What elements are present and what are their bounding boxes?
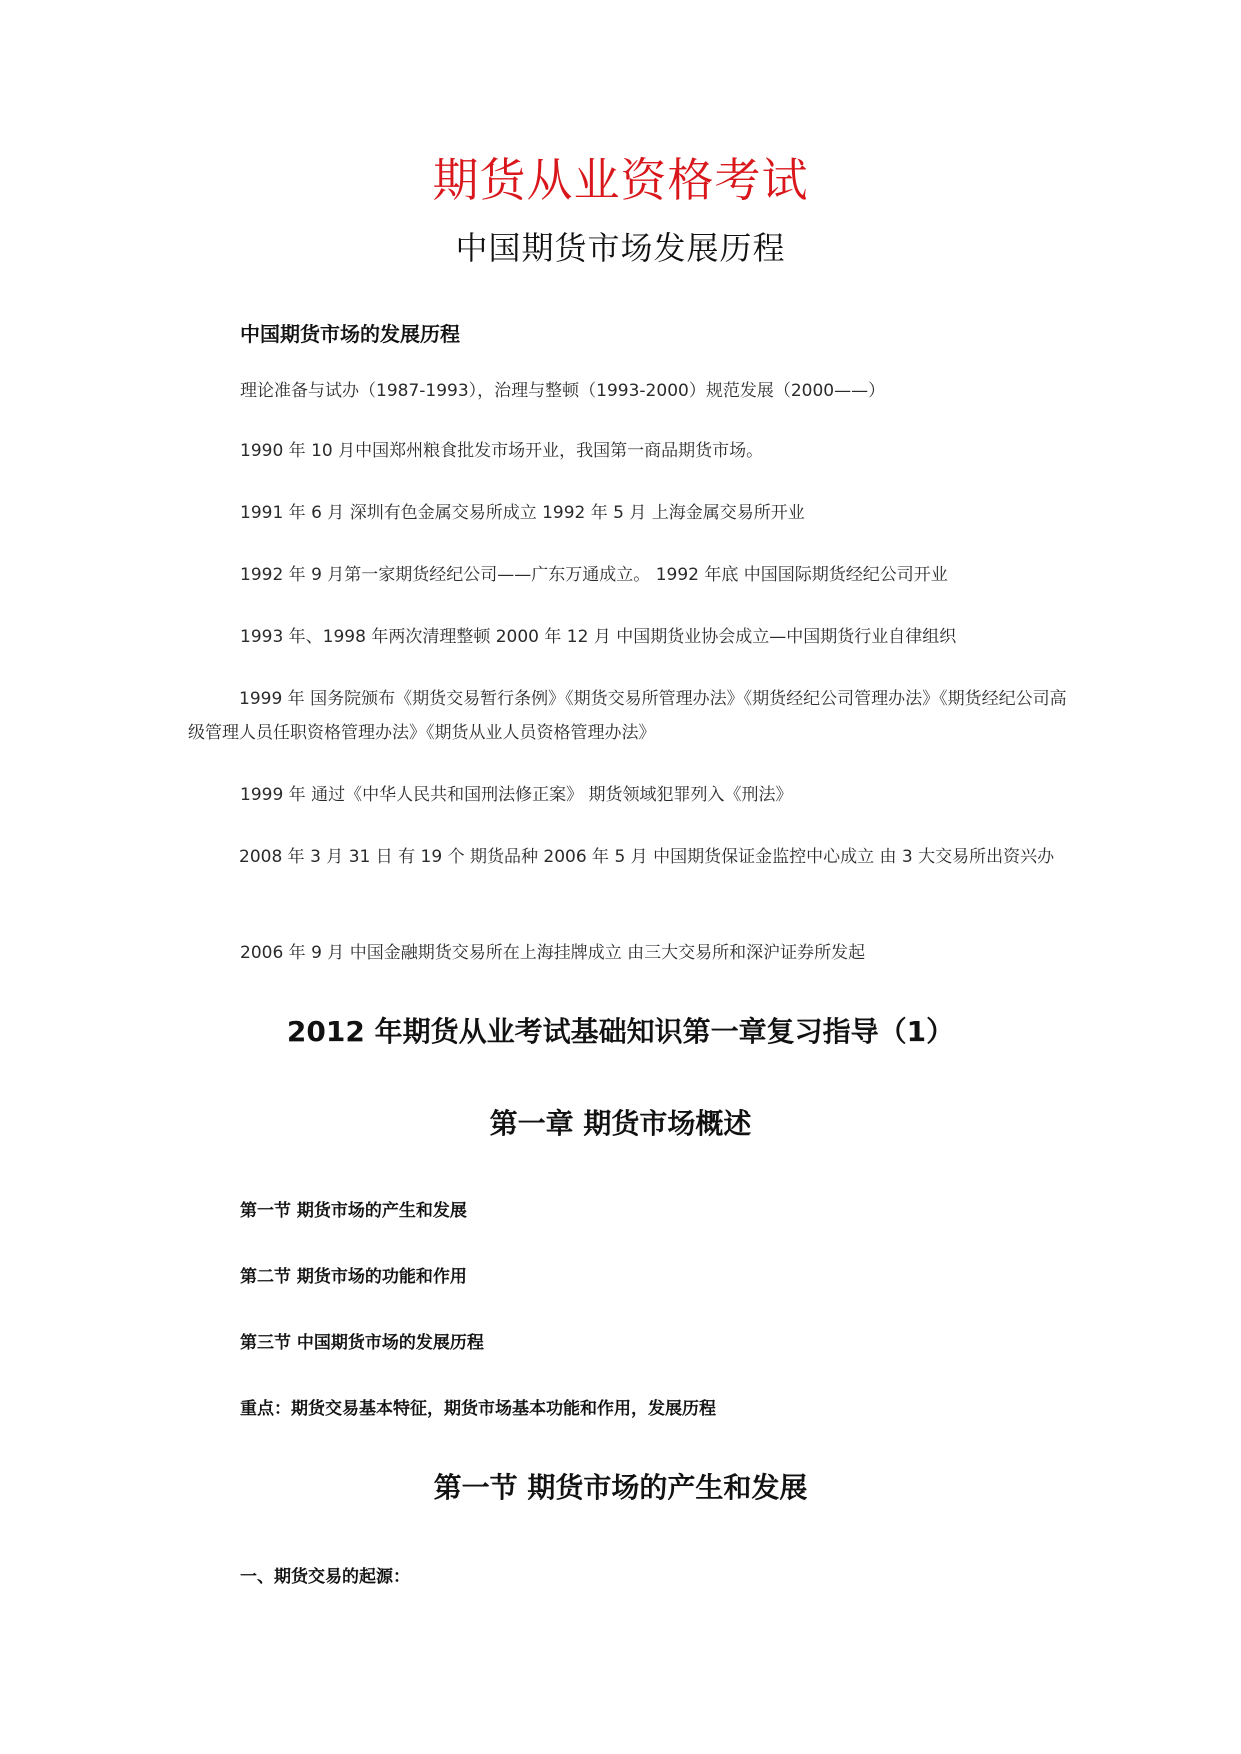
history-paragraph: 1992 年 9 月第一家期货经纪公司——广东万通成立。 1992 年底 中国国际期货经纪公司开业 (240, 565, 948, 585)
key-points: 重点：期货交易基本特征，期货市场基本功能和作用，发展历程 (240, 1399, 716, 1419)
history-paragraph: 1999 年 国务院颁布《期货交易暂行条例》《期货交易所管理办法》《期货经纪公司管理办法》《期货经纪公司高级管理人员任职资格管理办法》《期货从业人员资格管理办法》 (188, 689, 1067, 743)
section1-title: 第一节 期货市场的产生和发展 (433, 1471, 808, 1504)
section1-item: 一、期货交易的起源： (240, 1567, 410, 1587)
chapter-section-item: 第二节 期货市场的功能和作用 (240, 1267, 467, 1287)
guide-title: 2012 年期货从业考试基础知识第一章复习指导（1） (286, 1015, 955, 1048)
history-paragraph: 1991 年 6 月 深圳有色金属交易所成立 1992 年 5 月 上海金属交易所开业 (240, 503, 805, 523)
history-paragraph: 1999 年 通过《中华人民共和国刑法修正案》 期货领域犯罪列入《刑法》 (240, 785, 793, 805)
history-paragraph: 1993 年、1998 年两次清理整顿 2000 年 12 月 中国期货业协会成立—中国期货行业自律组织 (240, 627, 957, 647)
history-paragraph: 2006 年 9 月 中国金融期货交易所在上海挂牌成立 由三大交易所和深沪证券所发起 (240, 943, 866, 963)
history-paragraph: 理论准备与试办（1987-1993），治理与整顿（1993-2000）规范发展（2000——） (240, 381, 886, 401)
sub-title: 中国期货市场发展历程 (455, 229, 786, 267)
history-paragraph: 2008 年 3 月 31 日 有 19 个 期货品种 2006 年 5 月 中国期货保证金监控中心成立 由 3 大交易所出资兴办 (239, 847, 1055, 867)
main-title: 期货从业资格考试 (432, 153, 809, 207)
chapter-title: 第一章 期货市场概述 (489, 1107, 752, 1140)
history-heading: 中国期货市场的发展历程 (240, 322, 460, 346)
chapter-section-item: 第一节 期货市场的产生和发展 (240, 1201, 467, 1221)
history-paragraph: 1990 年 10 月中国郑州粮食批发市场开业，我国第一商品期货市场。 (240, 441, 764, 461)
chapter-section-item: 第三节 中国期货市场的发展历程 (240, 1333, 484, 1353)
